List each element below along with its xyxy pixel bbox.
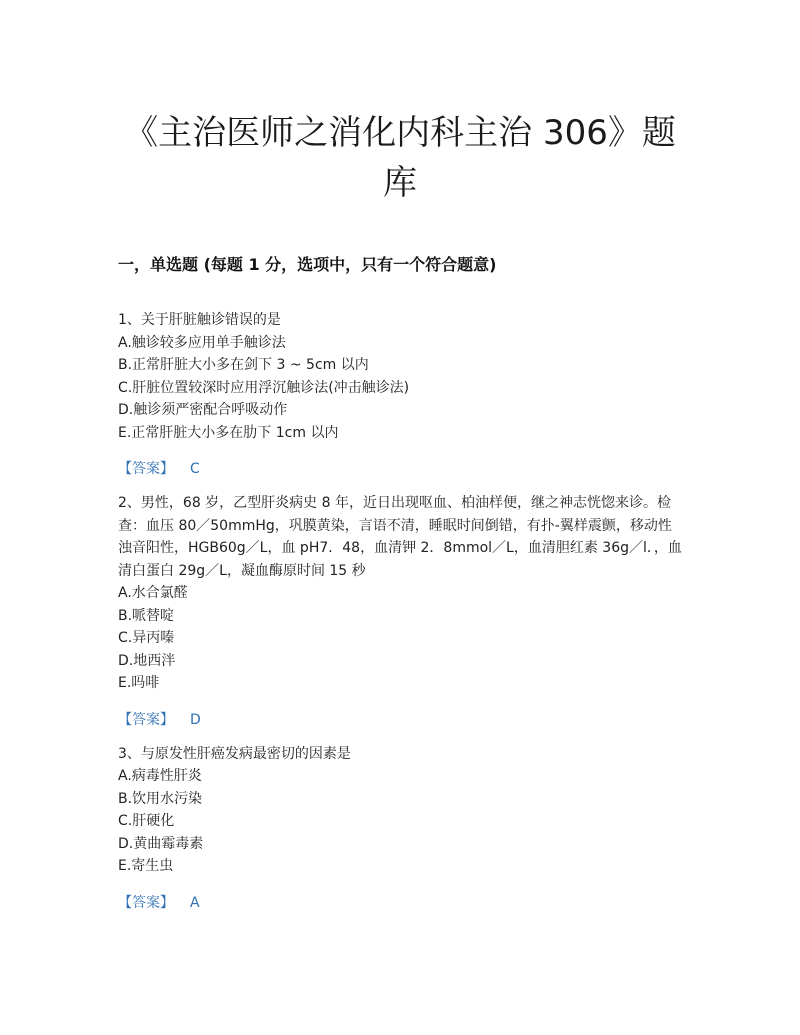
- question-option-b: B.正常肝脏大小多在剑下 3 ~ 5cm 以内: [118, 357, 369, 373]
- question-option-a: A.病毒性肝炎: [118, 768, 202, 784]
- question-option-c: C.异丙嗪: [118, 630, 175, 646]
- answer-row: [118, 709, 682, 731]
- document-title: 《主治医师之消化内科主治 306》题库: [124, 113, 676, 203]
- question-option-d: D.地西泮: [118, 652, 176, 669]
- question-3: [118, 743, 682, 914]
- answer-value: D: [190, 711, 201, 728]
- answer-row: [118, 892, 682, 914]
- question-option-e: E.寄生虫: [118, 858, 174, 874]
- question-option-b: B.哌替啶: [118, 607, 175, 624]
- question-option-a: A.水合氯醛: [118, 585, 188, 601]
- answer-label: 【答案】: [118, 711, 174, 728]
- section-heading: 一，单选题 (每题 1 分，选项中，只有一个符合题意): [118, 255, 497, 274]
- question-stem: 3、与原发性肝癌发病最密切的因素是: [118, 745, 351, 762]
- answer-row: [118, 458, 682, 480]
- question-stem: 2、男性，68 岁，乙型肝炎病史 8 年，近日出现呕血、柏油样便，继之神志恍惚来诊。检查：血压 80／50mmHg，巩膜黄染，言语不清，睡眠时间倒错，有扑-翼样震颤，移动性浊音阳性，HGB60g／L，血 pH7．48，血清钾 2．8mmol／L，血清胆红素 36g／l．，血清白蛋白 29g／L，凝血酶原时间 15 秒: [118, 495, 682, 579]
- question-option-c: C.肝脏位置较深时应用浮沉触诊法(冲击触诊法): [118, 379, 410, 396]
- question-option-e: E.吗啡: [118, 675, 160, 691]
- question-stem: 1、关于肝脏触诊错误的是: [118, 312, 281, 328]
- question-option-d: D.触诊须严密配合呼吸动作: [118, 402, 288, 418]
- question-option-e: E.正常肝脏大小多在肋下 1cm 以内: [118, 424, 339, 441]
- answer-label: 【答案】: [118, 461, 174, 477]
- question-2: [118, 492, 682, 731]
- answer-value: C: [190, 461, 200, 477]
- question-option-b: B.饮用水污染: [118, 790, 203, 807]
- answer-value: A: [190, 894, 200, 911]
- question-option-c: C.肝硬化: [118, 813, 175, 829]
- answer-label: 【答案】: [118, 894, 174, 911]
- question-1: [118, 309, 682, 480]
- question-option-a: A.触诊较多应用单手触诊法: [118, 334, 286, 351]
- question-option-d: D.黄曲霉毒素: [118, 835, 204, 852]
